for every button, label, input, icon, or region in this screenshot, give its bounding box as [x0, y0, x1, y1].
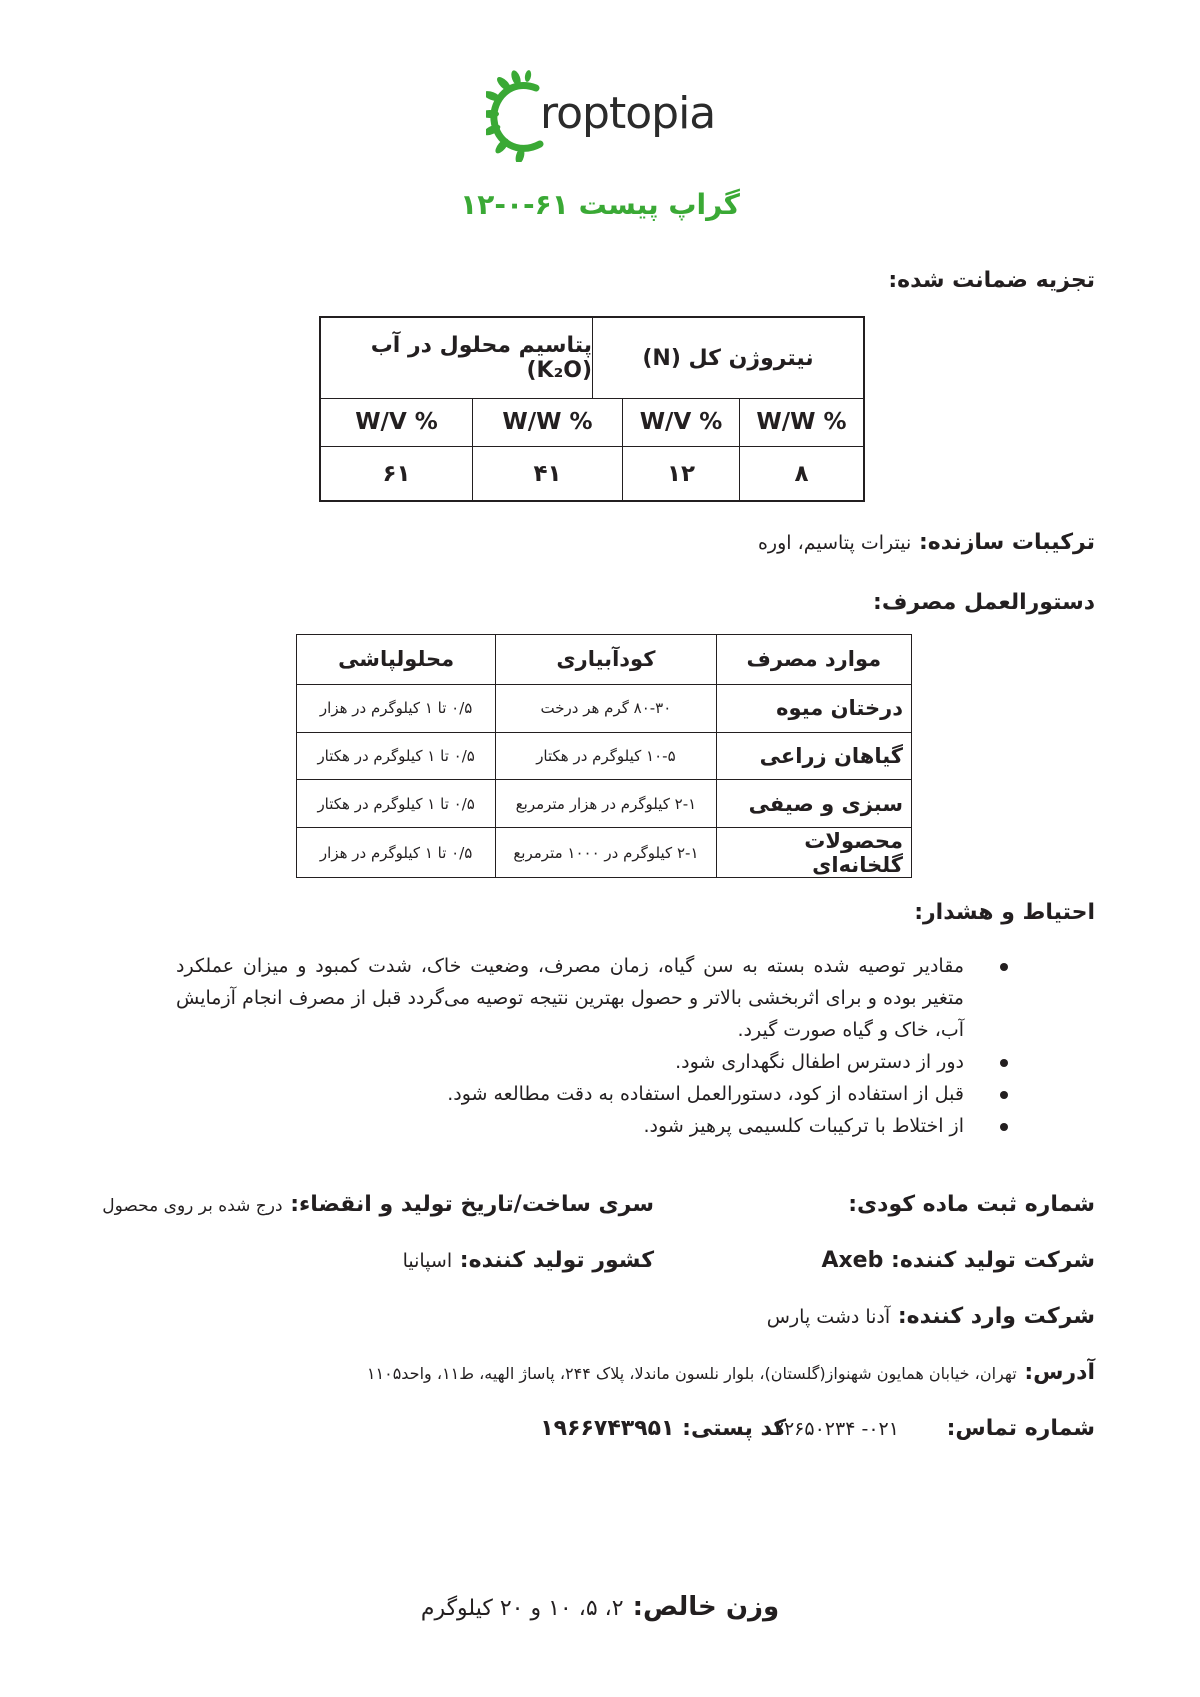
group-nitrogen: نیتروژن کل (N)	[592, 318, 863, 398]
bullet-icon	[1000, 1059, 1008, 1067]
country-label: کشور تولید کننده:	[459, 1248, 654, 1273]
brand-name: roptopia	[540, 88, 716, 139]
postal-value: ۱۹۶۶۷۴۳۹۵۱	[540, 1416, 675, 1441]
list-item	[176, 1046, 1016, 1078]
importer-label: شرکت وارد کننده:	[897, 1304, 1095, 1329]
table-row	[297, 828, 912, 878]
value-k-wv: ۶۱	[382, 460, 411, 487]
foliar-cell: ۰/۵ تا ۱ کیلوگرم در هزار	[297, 828, 496, 878]
ingredients-line	[758, 530, 1095, 555]
list-item	[176, 950, 1016, 1046]
address-label: آدرس:	[1024, 1360, 1095, 1385]
address-line	[367, 1360, 1095, 1385]
analysis-table	[319, 316, 865, 502]
usage-heading: دستورالعمل مصرف:	[873, 590, 1095, 615]
batch-value: درج شده بر روی محصول	[102, 1196, 283, 1216]
table-row	[297, 780, 912, 828]
fertigation-cell: ۱۰-۵ کیلوگرم در هکتار	[496, 732, 716, 780]
net-weight-value: ۲، ۵، ۱۰ و ۲۰ کیلوگرم	[420, 1596, 624, 1621]
postal-line	[540, 1416, 786, 1441]
warnings-list	[176, 950, 1016, 1142]
croptopia-logo	[486, 70, 726, 162]
unit-k-ww: W/W %	[472, 398, 622, 446]
batch-line	[102, 1192, 654, 1217]
ingredients-value: نیترات پتاسیم، اوره	[757, 532, 912, 554]
country-value: اسپانیا	[402, 1250, 453, 1272]
foliar-cell: ۰/۵ تا ۱ کیلوگرم در هکتار	[297, 780, 496, 828]
net-weight-label: وزن خالص:	[632, 1592, 780, 1622]
crop-cell: درختان میوه	[716, 684, 911, 732]
value-n-ww: ۸	[739, 446, 863, 501]
list-item	[176, 1110, 1016, 1142]
manufacturer-value: Axeb	[821, 1248, 884, 1273]
fertigation-cell: ۲-۱ کیلوگرم در ۱۰۰۰ مترمربع	[496, 828, 716, 878]
country-line	[403, 1248, 654, 1273]
col-application: موارد مصرف	[716, 635, 911, 685]
postal-label: کد پستی:	[682, 1416, 786, 1441]
phone-line	[774, 1416, 1095, 1441]
value-k-ww: ۴۱	[472, 446, 622, 501]
bullet-icon	[1000, 1091, 1008, 1099]
importer-value: آدنا دشت پارس	[766, 1306, 891, 1328]
col-foliar: محلولپاشی	[297, 635, 496, 685]
foliar-cell: ۰/۵ تا ۱ کیلوگرم در هزار	[297, 684, 496, 732]
guaranteed-analysis-heading: تجزیه ضمانت شده:	[888, 268, 1095, 293]
manufacturer-line	[821, 1248, 1095, 1273]
table-row	[297, 732, 912, 780]
importer-line	[767, 1304, 1095, 1329]
registration-label: شماره ثبت ماده کودی:	[848, 1192, 1095, 1217]
product-title: گراپ پیست ۶۱-۰-۱۲	[460, 188, 740, 221]
usage-header-row	[297, 635, 912, 685]
group-potassium: پتاسیم محلول در آب (K₂O)	[370, 333, 592, 383]
crop-cell: محصولات گلخانه‌ای	[716, 828, 911, 878]
analysis-group-row	[321, 318, 863, 399]
phone-value: ۰۲۱- ۲۲۶۵۰۲۳۴	[773, 1418, 899, 1440]
warning-text: از اختلاط با ترکیبات کلسیمی پرهیز شود.	[643, 1115, 964, 1137]
fertigation-cell: ۲-۱ کیلوگرم در هزار مترمربع	[496, 780, 716, 828]
warnings-heading: احتیاط و هشدار:	[914, 900, 1095, 925]
usage-table	[296, 634, 912, 878]
batch-label: سری ساخت/تاریخ تولید و انقضاء:	[290, 1192, 654, 1217]
warning-text: مقادیر توصیه شده بسته به سن گیاه، زمان مصرف، وضعیت خاک، شدت کمبود و میزان عملکرد متغیر بوده و برای اثربخشی بالاتر و حصول بهترین نتیجه توصیه می‌گردد قبل از مصرف انجام آزمایش آب، خاک و گیاه صورت گیرد.	[176, 955, 964, 1041]
foliar-cell: ۰/۵ تا ۱ کیلوگرم در هکتار	[297, 732, 496, 780]
analysis-value-row	[321, 446, 863, 501]
unit-n-wv: W/V %	[622, 398, 739, 446]
net-weight	[0, 1592, 1200, 1622]
analysis-unit-row	[321, 398, 863, 447]
warning-text: قبل از استفاده از کود، دستورالعمل استفاده به دقت مطالعه شود.	[447, 1083, 964, 1105]
registration-line	[848, 1192, 1095, 1217]
unit-k-wv: W/V %	[355, 409, 438, 435]
fertigation-cell: ۸۰-۳۰ گرم هر درخت	[496, 684, 716, 732]
ingredients-label: ترکیبات سازنده:	[918, 530, 1095, 555]
manufacturer-label: شرکت تولید کننده:	[891, 1248, 1095, 1273]
crop-cell: سبزی و صیفی	[716, 780, 911, 828]
crop-cell: گیاهان زراعی	[716, 732, 911, 780]
address-value: تهران، خیابان همایون شهنواز(گلستان)، بلوار نلسون ماندلا، پلاک ۲۴۴، پاساژ الهیه، ط۱۱، واحد۱۱۰۵	[366, 1364, 1017, 1383]
table-row	[297, 684, 912, 732]
value-n-wv: ۱۲	[622, 446, 739, 501]
unit-n-ww: W/W %	[739, 398, 863, 446]
phone-label: شماره تماس:	[946, 1416, 1095, 1441]
bullet-icon	[1000, 963, 1008, 971]
bullet-icon	[1000, 1123, 1008, 1131]
col-fertigation: کودآبیاری	[496, 635, 716, 685]
list-item	[176, 1078, 1016, 1110]
warning-text: دور از دسترس اطفال نگهداری شود.	[675, 1051, 964, 1073]
